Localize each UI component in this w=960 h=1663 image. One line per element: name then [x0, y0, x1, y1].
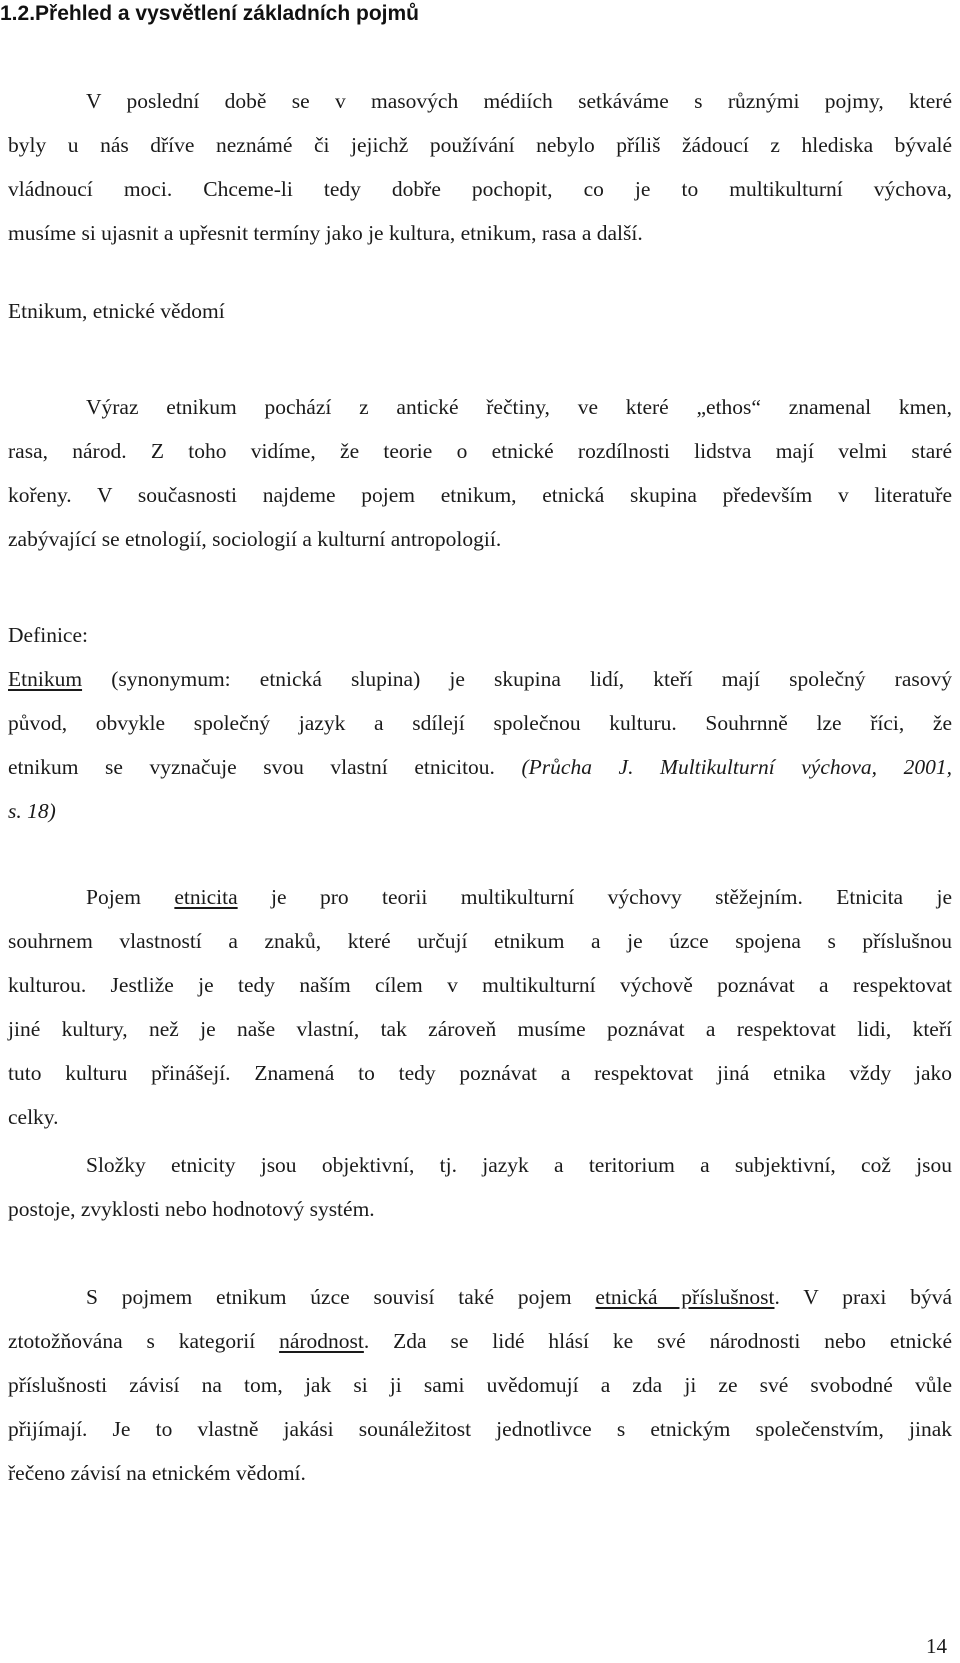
text-segment: (synonymum: etnická slupina) je skupina lidí, kteří mají společný rasový: [111, 667, 953, 691]
text-segment: je pro teorii multikulturní výchovy stěžejním. Etnicita je: [271, 885, 953, 909]
text-segment: Pojem: [86, 885, 141, 909]
text-line: [8, 1326, 952, 1356]
term-etnicka-prislusnost: etnická příslušnost: [595, 1285, 775, 1309]
text-line: postoje, zvyklosti nebo hodnotový systém.: [8, 1197, 375, 1221]
text-line: příslušnosti závisí na tom, jak si ji sami uvědomují a zda ji ze své svobodné vůle: [8, 1373, 952, 1397]
text-line: V poslední době se v masových médiích setkáváme s různými pojmy, které: [86, 89, 952, 113]
text-line: Složky etnicity jsou objektivní, tj. jazyk a teritorium a subjektivní, což jsou: [86, 1153, 952, 1177]
citation: s. 18): [8, 799, 56, 823]
term-etnicita: etnicita: [174, 885, 238, 909]
text-segment: . V praxi bývá: [774, 1285, 953, 1309]
text-line: [86, 1282, 952, 1312]
citation: (Průcha J. Multikulturní výchova, 2001,: [521, 755, 953, 779]
text-line: musíme si ujasnit a upřesnit termíny jako je kultura, etnikum, rasa a další.: [8, 221, 643, 245]
text-line: původ, obvykle společný jazyk a sdílejí společnou kulturu. Souhrnně lze říci, že: [8, 711, 952, 735]
text-line: vládnoucí moci. Chceme-li tedy dobře pochopit, co je to multikulturní výchova,: [8, 177, 952, 201]
text-segment: S pojmem etnikum úzce souvisí také pojem: [86, 1285, 572, 1309]
subheading: Etnikum, etnické vědomí: [8, 299, 225, 323]
term-etnikum: Etnikum: [8, 667, 83, 691]
text-segment: . Zda se lidé hlásí ke své národnosti nebo etnické: [363, 1329, 952, 1353]
text-line: kulturou. Jestliže je tedy naším cílem v multikulturní výchově poznávat a respektovat: [8, 973, 952, 997]
text-line: Výraz etnikum pochází z antické řečtiny, ve které „ethos“ znamenal kmen,: [86, 395, 952, 419]
text-line: rasa, národ. Z toho vidíme, že teorie o etnické rozdílnosti lidstva mají velmi staré: [8, 439, 952, 463]
text-line: byly u nás dříve neznámé či jejichž používání nebylo příliš žádoucí z hlediska bývalé: [8, 133, 952, 157]
text-line: souhrnem vlastností a znaků, které určují etnikum a je úzce spojena s příslušnou: [8, 929, 952, 953]
text-segment: etnikum se vyznačuje svou vlastní etnicitou.: [8, 755, 495, 779]
text-line: [8, 752, 952, 782]
page-number: 14: [926, 1634, 947, 1658]
text-line: kořeny. V současnosti najdeme pojem etnikum, etnická skupina především v literatuře: [8, 483, 952, 507]
text-line: [8, 796, 952, 826]
text-line: přijímají. Je to vlastně jakási sounáležitost jednotlivce s etnickým společenstvím, jinak: [8, 1417, 952, 1441]
text-line: zabývající se etnologií, sociologií a kulturní antropologií.: [8, 527, 502, 551]
text-line: jiné kultury, než je naše vlastní, tak zároveň musíme poznávat a respektovat lidi, kteří: [8, 1017, 952, 1041]
term-narodnost: národnost: [279, 1329, 364, 1353]
text-line: řečeno závisí na etnickém vědomí.: [8, 1461, 306, 1485]
text-segment: ztotožňována s kategorií: [8, 1329, 256, 1353]
text-line: [8, 664, 952, 694]
definition-label: Definice:: [8, 623, 88, 647]
text-line: [86, 882, 952, 912]
text-line: tuto kulturu přinášejí. Znamená to tedy poznávat a respektovat jiná etnika vždy jako: [8, 1061, 952, 1085]
section-heading: 1.2.Přehled a vysvětlení základních pojmů: [0, 2, 419, 25]
text-line: celky.: [8, 1105, 59, 1129]
